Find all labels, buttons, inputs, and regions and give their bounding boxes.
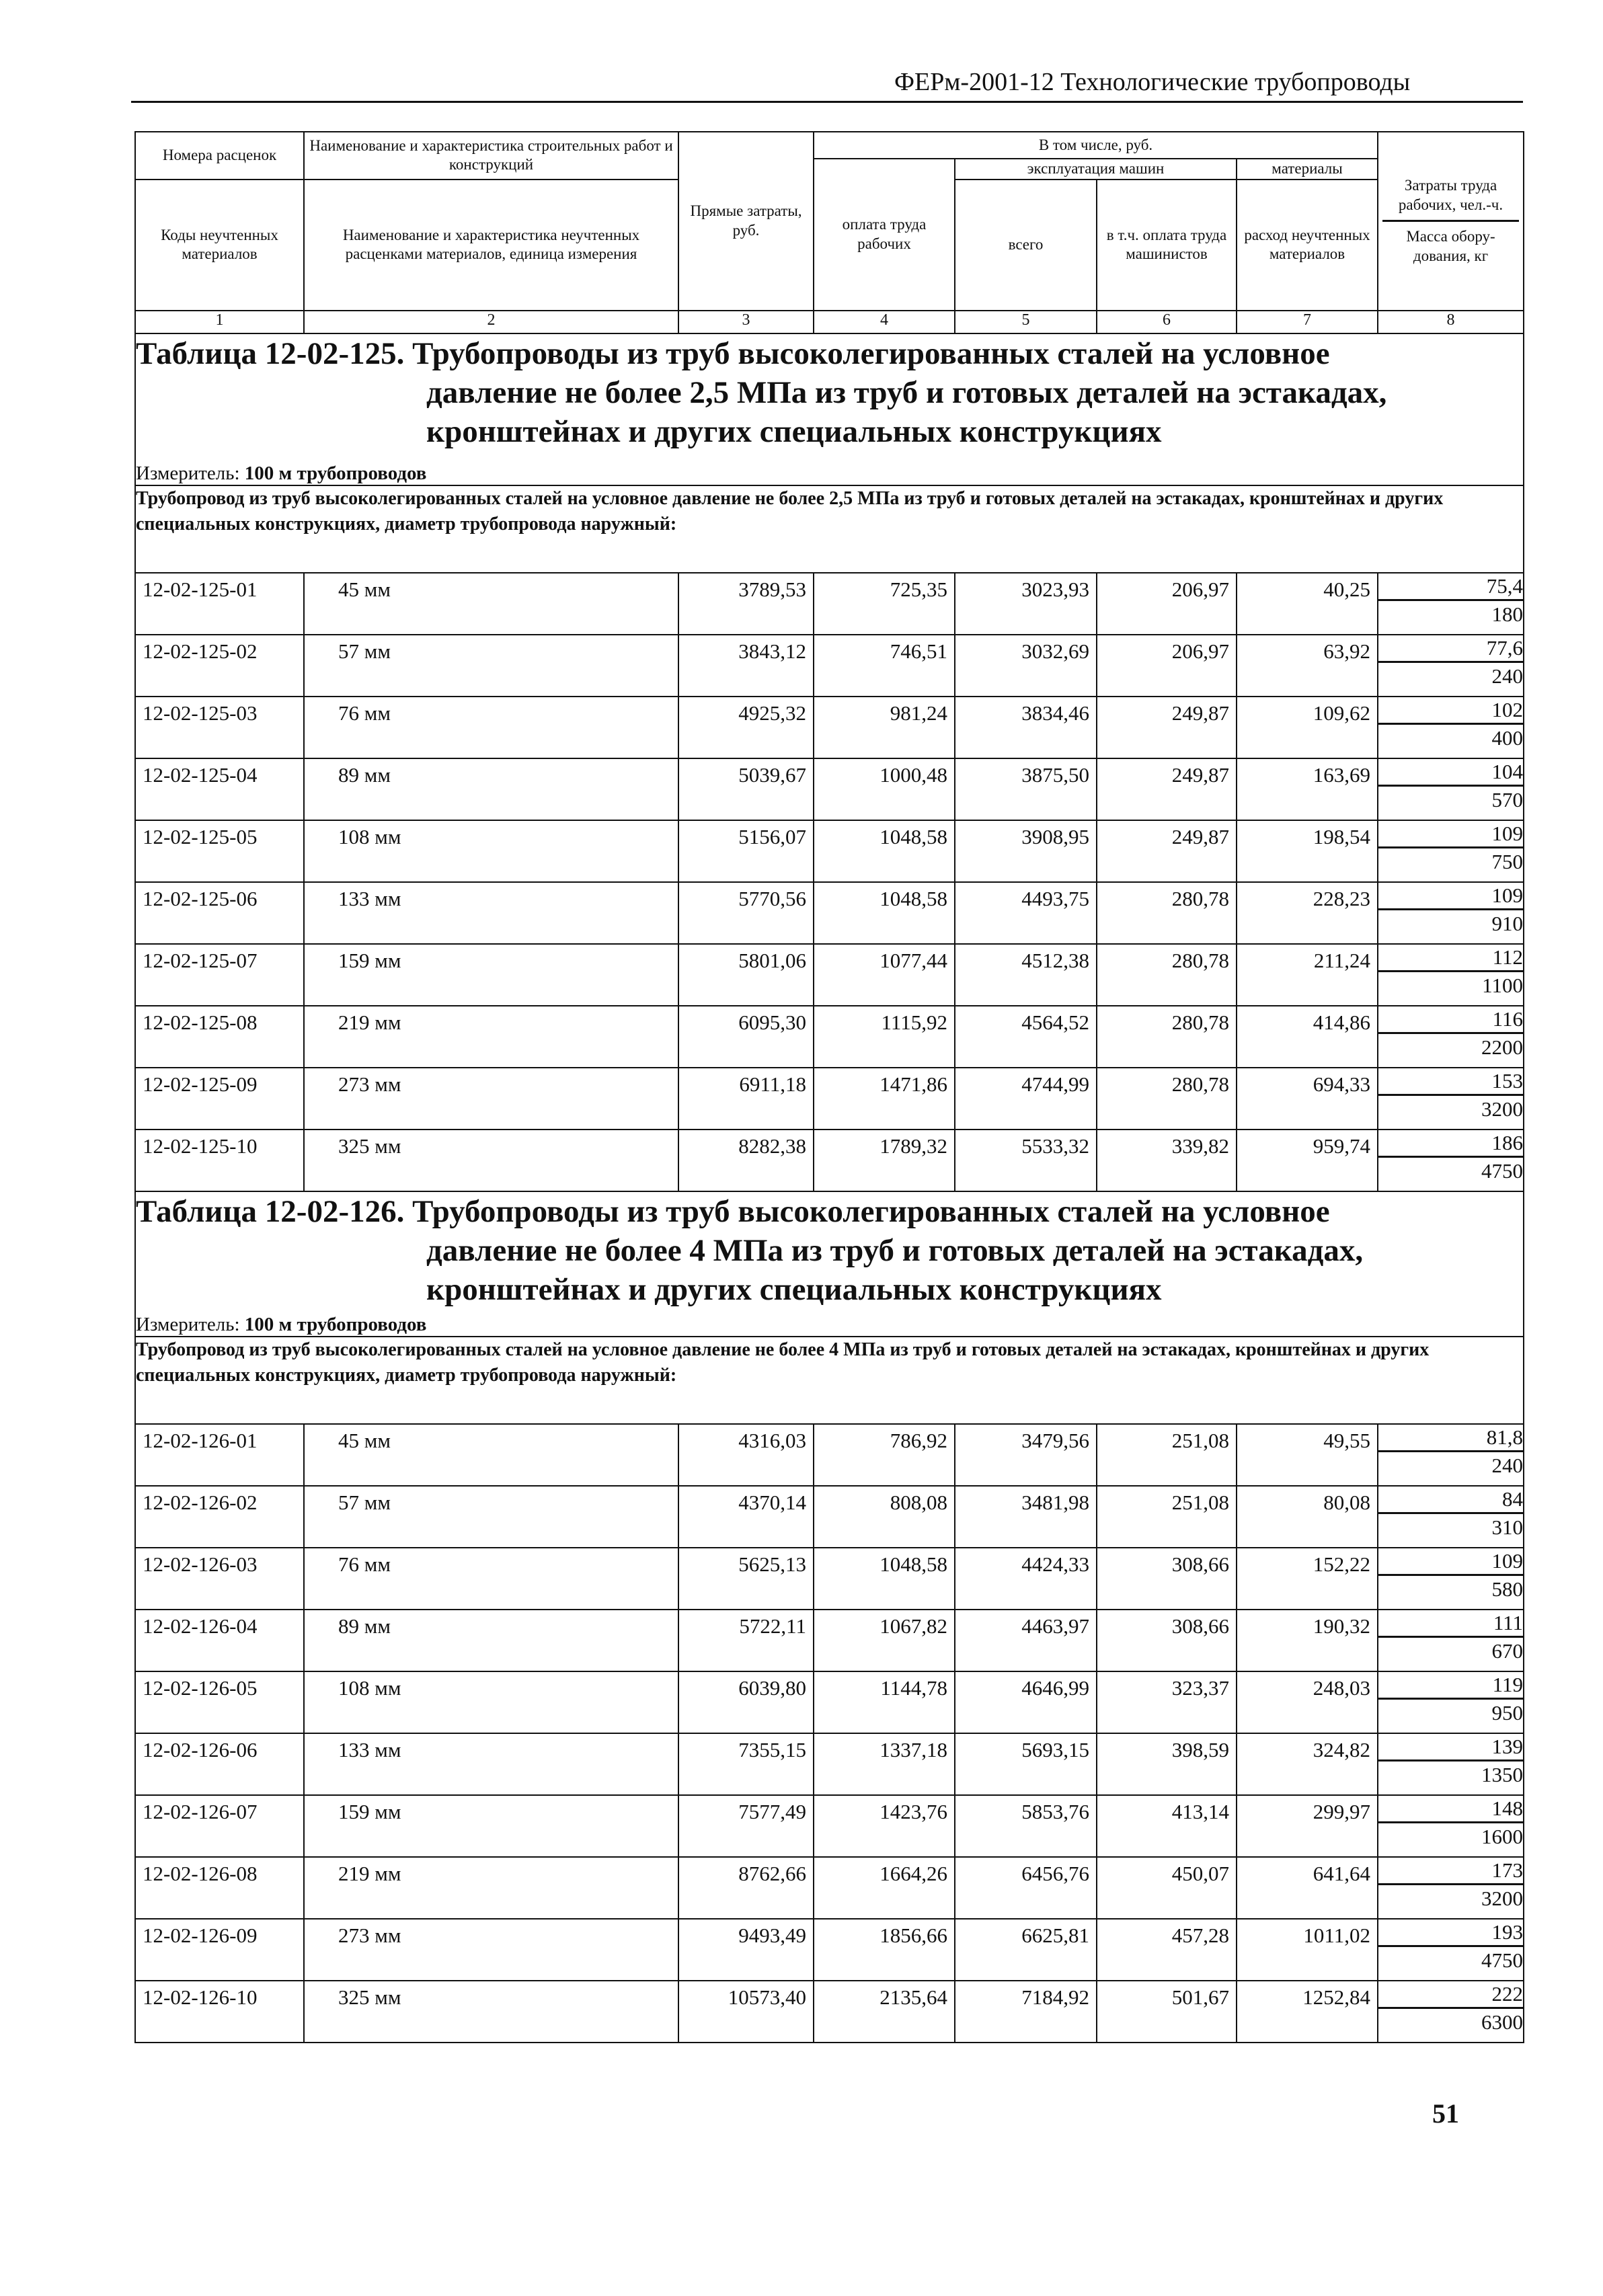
pipe-diameter: 219 мм [304, 1857, 678, 1919]
materials: 1011,02 [1237, 1919, 1378, 1981]
operators-pay: 280,78 [1097, 944, 1237, 1006]
labor-pay: 1048,58 [814, 820, 955, 882]
labor-mass-cell [1378, 1981, 1524, 2043]
equipment-mass: 310 [1491, 1515, 1524, 1539]
table-title-line: Таблица 12-02-125. Трубопроводы из труб высоколегированных сталей на условное [136, 335, 1330, 371]
materials: 694,33 [1237, 1068, 1378, 1130]
direct-costs: 4925,32 [678, 697, 814, 758]
operators-pay: 323,37 [1097, 1671, 1237, 1733]
labor-hours: 112 [1378, 945, 1523, 972]
column-number: 2 [304, 311, 678, 333]
pipe-diameter: 76 мм [304, 697, 678, 758]
table-row [135, 1795, 1524, 1857]
measure-unit [135, 1313, 1524, 1337]
machines-total: 3875,50 [955, 758, 1097, 820]
labor-pay: 725,35 [814, 573, 955, 635]
operators-pay: 450,07 [1097, 1857, 1237, 1919]
labor-pay: 1423,76 [814, 1795, 955, 1857]
machines-total: 4564,52 [955, 1006, 1097, 1068]
pipe-diameter: 325 мм [304, 1981, 678, 2043]
equipment-mass: 4750 [1481, 1158, 1524, 1183]
labor-mass-cell [1378, 1424, 1524, 1486]
table-title-line: давление не более 4 МПа из труб и готовых деталей на эстакадах, [426, 1232, 1364, 1268]
labor-hours: 102 [1378, 697, 1523, 725]
pipe-diameter: 57 мм [304, 635, 678, 697]
pipe-diameter: 45 мм [304, 573, 678, 635]
labor-mass-cell [1378, 820, 1524, 882]
operators-pay: 413,14 [1097, 1795, 1237, 1857]
table-title-line: кронштейнах и других специальных конструкциях [426, 1271, 1162, 1307]
materials: 49,55 [1237, 1424, 1378, 1486]
table-row [135, 697, 1524, 758]
labor-hours: 77,6 [1378, 635, 1523, 663]
labor-mass-cell [1378, 1610, 1524, 1671]
equipment-mass: 910 [1491, 911, 1524, 935]
operators-pay: 206,97 [1097, 573, 1237, 635]
materials: 80,08 [1237, 1486, 1378, 1548]
direct-costs: 3789,53 [678, 573, 814, 635]
table-row [135, 573, 1524, 635]
direct-costs: 7355,15 [678, 1733, 814, 1795]
labor-pay: 1115,92 [814, 1006, 955, 1068]
rate-code: 12-02-126-07 [135, 1795, 304, 1857]
labor-pay: 808,08 [814, 1486, 955, 1548]
table-title-line: давление не более 2,5 МПа из труб и готовых деталей на эстакадах, [426, 374, 1387, 410]
labor-mass-cell [1378, 1733, 1524, 1795]
norms-table [134, 131, 1524, 2043]
column-number: 6 [1097, 311, 1237, 333]
machines-total: 5853,76 [955, 1795, 1097, 1857]
labor-hours: 109 [1378, 1548, 1523, 1576]
operators-pay: 398,59 [1097, 1733, 1237, 1795]
direct-costs: 7577,49 [678, 1795, 814, 1857]
table-row [135, 1424, 1524, 1486]
labor-pay: 1664,26 [814, 1857, 955, 1919]
machines-total: 3481,98 [955, 1486, 1097, 1548]
labor-mass-cell [1378, 1006, 1524, 1068]
equipment-mass: 240 [1491, 1453, 1524, 1477]
pipe-diameter: 108 мм [304, 820, 678, 882]
labor-pay: 1077,44 [814, 944, 955, 1006]
labor-mass-cell [1378, 1068, 1524, 1130]
direct-costs: 10573,40 [678, 1981, 814, 2043]
rate-code: 12-02-125-08 [135, 1006, 304, 1068]
labor-hours: 111 [1378, 1610, 1523, 1638]
table-row [135, 1857, 1524, 1919]
direct-costs: 6039,80 [678, 1671, 814, 1733]
measure-value: 100 м трубопроводов [244, 462, 427, 484]
header-machines-total: всего [955, 180, 1097, 311]
direct-costs: 3843,12 [678, 635, 814, 697]
table-row [135, 1671, 1524, 1733]
equipment-mass: 2200 [1481, 1035, 1524, 1059]
labor-mass-cell [1378, 573, 1524, 635]
table-title [135, 1191, 1524, 1313]
operators-pay: 249,87 [1097, 758, 1237, 820]
rate-code: 12-02-125-10 [135, 1130, 304, 1191]
pipe-diameter: 159 мм [304, 1795, 678, 1857]
measure-value: 100 м трубопроводов [244, 1313, 427, 1335]
labor-pay: 1000,48 [814, 758, 955, 820]
materials: 163,69 [1237, 758, 1378, 820]
pipe-diameter: 89 мм [304, 1610, 678, 1671]
header-machines: эксплуатация машин [955, 159, 1237, 180]
labor-mass-cell [1378, 1130, 1524, 1191]
machines-total: 6456,76 [955, 1857, 1097, 1919]
direct-costs: 8282,38 [678, 1130, 814, 1191]
machines-total: 3834,46 [955, 697, 1097, 758]
pipe-diameter: 159 мм [304, 944, 678, 1006]
table-description: Трубопровод из труб высоколегированных сталей на условное давление не более 2,5 МПа из труб и готовых деталей на эстакадах, кронштейнах и других специальных конструкциях, диаметр трубопровода наружный: [135, 485, 1524, 573]
table-row [135, 1733, 1524, 1795]
direct-costs: 8762,66 [678, 1857, 814, 1919]
materials: 198,54 [1237, 820, 1378, 882]
header-labor-mass [1378, 132, 1524, 311]
labor-hours: 139 [1378, 1734, 1523, 1761]
machines-total: 3023,93 [955, 573, 1097, 635]
materials: 1252,84 [1237, 1981, 1378, 2043]
labor-pay: 2135,64 [814, 1981, 955, 2043]
equipment-mass: 4750 [1481, 1948, 1524, 1972]
labor-pay: 1048,58 [814, 1548, 955, 1610]
machines-total: 3908,95 [955, 820, 1097, 882]
labor-pay: 981,24 [814, 697, 955, 758]
table-row [135, 882, 1524, 944]
machines-total: 4744,99 [955, 1068, 1097, 1130]
labor-pay: 1048,58 [814, 882, 955, 944]
labor-pay: 1067,82 [814, 1610, 955, 1671]
table-row [135, 820, 1524, 882]
table-row [135, 1981, 1524, 2043]
table-title-line: Таблица 12-02-126. Трубопроводы из труб высоколегированных сталей на условное [136, 1193, 1330, 1229]
labor-hours: 81,8 [1378, 1425, 1523, 1452]
table-title [135, 333, 1524, 462]
materials: 109,62 [1237, 697, 1378, 758]
labor-mass-cell [1378, 1671, 1524, 1733]
pipe-diameter: 108 мм [304, 1671, 678, 1733]
operators-pay: 249,87 [1097, 697, 1237, 758]
labor-hours: 75,4 [1378, 573, 1523, 601]
labor-hours: 119 [1378, 1672, 1523, 1700]
pipe-diameter: 133 мм [304, 1733, 678, 1795]
direct-costs: 5722,11 [678, 1610, 814, 1671]
equipment-mass: 240 [1491, 664, 1524, 688]
materials: 211,24 [1237, 944, 1378, 1006]
rate-code: 12-02-125-09 [135, 1068, 304, 1130]
labor-hours: 193 [1378, 1919, 1523, 1947]
rate-code: 12-02-125-03 [135, 697, 304, 758]
machines-total: 4646,99 [955, 1671, 1097, 1733]
machines-total: 6625,81 [955, 1919, 1097, 1981]
operators-pay: 249,87 [1097, 820, 1237, 882]
labor-hours: 153 [1378, 1068, 1523, 1096]
pipe-diameter: 273 мм [304, 1919, 678, 1981]
operators-pay: 339,82 [1097, 1130, 1237, 1191]
table-row [135, 1486, 1524, 1548]
labor-pay: 1789,32 [814, 1130, 955, 1191]
operators-pay: 280,78 [1097, 1068, 1237, 1130]
table-row [135, 635, 1524, 697]
labor-mass-cell [1378, 1919, 1524, 1981]
operators-pay: 457,28 [1097, 1919, 1237, 1981]
materials: 959,74 [1237, 1130, 1378, 1191]
equipment-mass: 1100 [1482, 973, 1524, 997]
rate-code: 12-02-126-04 [135, 1610, 304, 1671]
measure-label: Измеритель: [136, 462, 240, 484]
materials: 248,03 [1237, 1671, 1378, 1733]
labor-hours: 222 [1378, 1981, 1523, 2009]
rate-code: 12-02-125-04 [135, 758, 304, 820]
direct-costs: 9493,49 [678, 1919, 814, 1981]
materials: 190,32 [1237, 1610, 1378, 1671]
machines-total: 5693,15 [955, 1733, 1097, 1795]
labor-pay: 1856,66 [814, 1919, 955, 1981]
table-row [135, 1006, 1524, 1068]
rate-code: 12-02-126-01 [135, 1424, 304, 1486]
pipe-diameter: 133 мм [304, 882, 678, 944]
header-material-names: Наименование и характеристика неучтенных расценками материалов, единица измерения [304, 180, 678, 311]
rate-code: 12-02-125-06 [135, 882, 304, 944]
labor-hours: 116 [1378, 1006, 1523, 1034]
operators-pay: 251,08 [1097, 1424, 1237, 1486]
labor-hours: 173 [1378, 1858, 1523, 1885]
rate-code: 12-02-125-05 [135, 820, 304, 882]
labor-hours: 84 [1378, 1487, 1523, 1514]
header-equipment-mass: Масса обору-дования, кг [1406, 228, 1495, 265]
column-number: 7 [1237, 311, 1378, 333]
header-materials: материалы [1237, 159, 1378, 180]
machines-total: 4493,75 [955, 882, 1097, 944]
rate-code: 12-02-125-02 [135, 635, 304, 697]
column-number: 4 [814, 311, 955, 333]
machines-total: 3032,69 [955, 635, 1097, 697]
operators-pay: 308,66 [1097, 1610, 1237, 1671]
header-labor-hours: Затраты труда рабочих, чел.-ч. [1382, 176, 1519, 223]
labor-mass-cell [1378, 944, 1524, 1006]
header-unaccounted-materials: расход неучтенных материалов [1237, 180, 1378, 311]
pipe-diameter: 89 мм [304, 758, 678, 820]
labor-hours: 109 [1378, 883, 1523, 910]
column-number: 3 [678, 311, 814, 333]
pipe-diameter: 45 мм [304, 1424, 678, 1486]
labor-mass-cell [1378, 1795, 1524, 1857]
operators-pay: 308,66 [1097, 1548, 1237, 1610]
direct-costs: 4316,03 [678, 1424, 814, 1486]
header-rate-numbers: Номера расценок [135, 132, 304, 180]
column-number: 5 [955, 311, 1097, 333]
labor-mass-cell [1378, 758, 1524, 820]
labor-mass-cell [1378, 1486, 1524, 1548]
rate-code: 12-02-126-03 [135, 1548, 304, 1610]
running-head: ФЕРм-2001-12 Технологические трубопроводы [894, 68, 1411, 96]
column-number: 8 [1378, 311, 1524, 333]
materials: 641,64 [1237, 1857, 1378, 1919]
table-row [135, 1919, 1524, 1981]
table-row [135, 1130, 1524, 1191]
header-work-name: Наименование и характеристика строительных работ и конструкций [304, 132, 678, 180]
rate-code: 12-02-126-09 [135, 1919, 304, 1981]
direct-costs: 5039,67 [678, 758, 814, 820]
equipment-mass: 6300 [1481, 2010, 1524, 2034]
labor-hours: 104 [1378, 759, 1523, 787]
header-rule [131, 101, 1523, 103]
operators-pay: 280,78 [1097, 1006, 1237, 1068]
materials: 152,22 [1237, 1548, 1378, 1610]
labor-pay: 1471,86 [814, 1068, 955, 1130]
table-row [135, 944, 1524, 1006]
equipment-mass: 3200 [1481, 1097, 1524, 1121]
machines-total: 4424,33 [955, 1548, 1097, 1610]
measure-label: Измеритель: [136, 1313, 240, 1335]
table-description: Трубопровод из труб высоколегированных сталей на условное давление не более 4 МПа из труб и готовых деталей на эстакадах, кронштейнах и других специальных конструкциях, диаметр трубопровода наружный: [135, 1337, 1524, 1424]
equipment-mass: 3200 [1481, 1886, 1524, 1910]
equipment-mass: 950 [1491, 1700, 1524, 1725]
rate-code: 12-02-126-05 [135, 1671, 304, 1733]
pipe-diameter: 57 мм [304, 1486, 678, 1548]
machines-total: 7184,92 [955, 1981, 1097, 2043]
rate-code: 12-02-126-10 [135, 1981, 304, 2043]
table-row [135, 1068, 1524, 1130]
machines-total: 5533,32 [955, 1130, 1097, 1191]
operators-pay: 206,97 [1097, 635, 1237, 697]
labor-hours: 186 [1378, 1130, 1523, 1158]
labor-mass-cell [1378, 635, 1524, 697]
direct-costs: 6095,30 [678, 1006, 814, 1068]
labor-pay: 1337,18 [814, 1733, 955, 1795]
machines-total: 4463,97 [955, 1610, 1097, 1671]
machines-total: 3479,56 [955, 1424, 1097, 1486]
labor-hours: 148 [1378, 1796, 1523, 1823]
page-number: 51 [1432, 2098, 1459, 2129]
operators-pay: 251,08 [1097, 1486, 1237, 1548]
equipment-mass: 180 [1491, 602, 1524, 626]
rate-code: 12-02-125-07 [135, 944, 304, 1006]
measure-unit [135, 462, 1524, 485]
header-labor-pay: оплата труда рабочих [814, 159, 955, 311]
rate-code: 12-02-125-01 [135, 573, 304, 635]
operators-pay: 280,78 [1097, 882, 1237, 944]
header-including: В том числе, руб. [814, 132, 1378, 159]
rate-code: 12-02-126-02 [135, 1486, 304, 1548]
materials: 299,97 [1237, 1795, 1378, 1857]
equipment-mass: 1600 [1481, 1824, 1524, 1848]
table-row [135, 1548, 1524, 1610]
labor-mass-cell [1378, 882, 1524, 944]
labor-mass-cell [1378, 697, 1524, 758]
rate-code: 12-02-126-06 [135, 1733, 304, 1795]
materials: 228,23 [1237, 882, 1378, 944]
machines-total: 4512,38 [955, 944, 1097, 1006]
equipment-mass: 570 [1491, 787, 1524, 811]
direct-costs: 5770,56 [678, 882, 814, 944]
pipe-diameter: 273 мм [304, 1068, 678, 1130]
materials: 40,25 [1237, 573, 1378, 635]
operators-pay: 501,67 [1097, 1981, 1237, 2043]
direct-costs: 4370,14 [678, 1486, 814, 1548]
materials: 63,92 [1237, 635, 1378, 697]
materials: 324,82 [1237, 1733, 1378, 1795]
equipment-mass: 1350 [1481, 1762, 1524, 1786]
direct-costs: 6911,18 [678, 1068, 814, 1130]
table-title-line: кронштейнах и других специальных конструкциях [426, 413, 1162, 449]
equipment-mass: 750 [1491, 849, 1524, 873]
equipment-mass: 580 [1491, 1577, 1524, 1601]
table-row [135, 758, 1524, 820]
direct-costs: 5156,07 [678, 820, 814, 882]
direct-costs: 5625,13 [678, 1548, 814, 1610]
labor-hours: 109 [1378, 821, 1523, 848]
materials: 414,86 [1237, 1006, 1378, 1068]
table-row [135, 1610, 1524, 1671]
header-direct-costs: Прямые затраты, руб. [678, 132, 814, 311]
labor-pay: 1144,78 [814, 1671, 955, 1733]
labor-mass-cell [1378, 1857, 1524, 1919]
equipment-mass: 400 [1491, 725, 1524, 750]
pipe-diameter: 325 мм [304, 1130, 678, 1191]
labor-mass-cell [1378, 1548, 1524, 1610]
equipment-mass: 670 [1491, 1638, 1524, 1663]
pipe-diameter: 219 мм [304, 1006, 678, 1068]
column-numbers-row [135, 311, 1524, 333]
pipe-diameter: 76 мм [304, 1548, 678, 1610]
labor-pay: 746,51 [814, 635, 955, 697]
labor-pay: 786,92 [814, 1424, 955, 1486]
header-material-codes: Коды неучтенных материалов [135, 180, 304, 311]
direct-costs: 5801,06 [678, 944, 814, 1006]
column-number: 1 [135, 311, 304, 333]
header-operators-pay: в т.ч. оплата труда машинистов [1097, 180, 1237, 311]
rate-code: 12-02-126-08 [135, 1857, 304, 1919]
